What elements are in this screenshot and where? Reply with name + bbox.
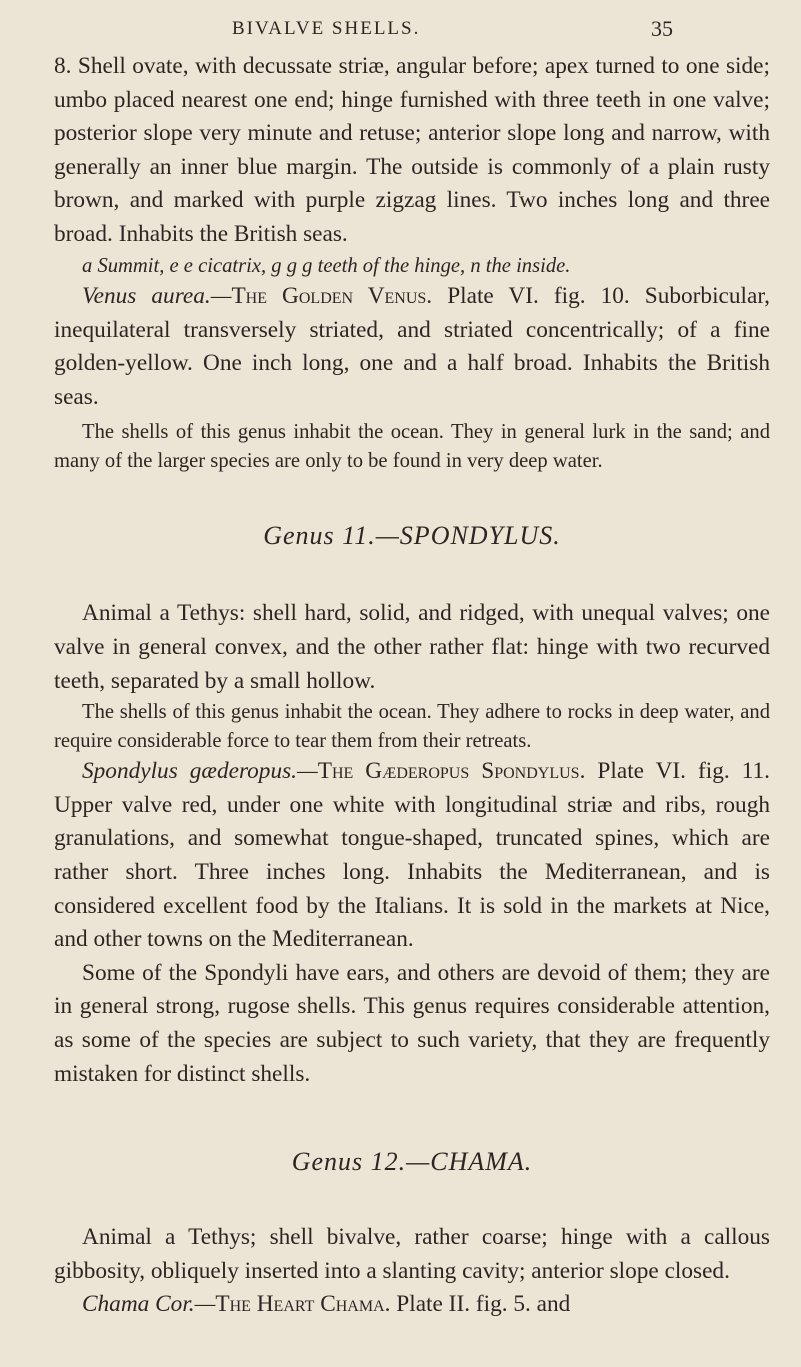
genus-12-heading [54,1147,770,1177]
venus-aurea-description: Plate VI. fig. 10. Suborbicular, inequilateral transversely striated, and striated concentrically; of a fine golden-yellow. One inch long, one and a half broad. Inhabits the British seas. [54,283,770,410]
spondyli-remarks: Some of the Spondyli have ears, and others are devoid of them; they are in general strong, rugose shells. This genus requires considerable attention, as some of the species are subject to such variety, that they are frequently mistaken for distinct shells. [54,959,770,1087]
genus-11-heading-text: Genus 11.—SPONDYLUS. [263,521,561,551]
chama-cor-common-name: The Heart Chama. [215,1291,391,1318]
venus-aurea-common-name: The Golden Venus. [231,283,433,310]
spondylus-gaederopus-common-name: The Gæderopus Spondylus. [317,758,586,785]
genus-11-heading [54,521,770,551]
genus-12-heading-text: Genus 12.—CHAMA. [291,1147,533,1177]
chama-cor-name: Chama Cor.— [82,1291,216,1318]
chama-definition: Animal a Tethys; shell bivalve, rather coarse; hinge with a callous gibbosity, obliquely inserted into a slanting cavity; anterior slope closed. [54,1224,770,1284]
venus-aurea-entry [54,280,770,414]
page-body [54,50,770,1322]
venus-genus-note: The shells of this genus inhabit the ocean. They in general lurk in the sand; and many of the larger species are only to be found in very deep water. [54,421,770,472]
page-number: 35 [651,16,673,41]
venus-species-8-description: 8. Shell ovate, with decussate striæ, angular before; apex turned to one side; umbo placed nearest one end; hinge furnished with three teeth in one valve; posterior slope very minute and retuse; anterior slope long and narrow, with generally an inner blue margin. The outside is commonly of a plain rusty brown, and marked with purple zigzag lines. Two inches long and three broad. Inhabits the British seas. [54,53,770,247]
running-title: BIVALVE SHELLS. [232,18,421,39]
venus-aurea-name: Venus aurea.— [82,283,232,310]
figure-key-text: a Summit, e e cicatrix, g g g teeth of the hinge, n the inside. [82,254,571,277]
spondylus-gaederopus-entry [54,755,770,957]
spondylus-gaederopus-name: Spondylus gæderopus.— [82,758,318,785]
spondylus-gaederopus-description: Plate VI. fig. 11. Upper valve red, under one white with longitudinal striæ and ribs, rough granulations, and somewhat tongue-shaped, truncated spines, which are rather short. Three inches long. Inhabits the Mediterranean, and is considered excellent food by the Italians. It is sold in the markets at Nice, and other towns on the Mediterranean. [54,758,770,953]
chama-cor-description: Plate II. fig. 5. and [390,1291,571,1318]
chama-cor-entry [54,1288,770,1322]
page-header [0,12,801,46]
figure-key [54,252,770,281]
spondylus-habitat-note: The shells of this genus inhabit the ocean. They adhere to rocks in deep water, and require considerable force to tear them from their retreats. [54,701,770,752]
spondylus-definition: Animal a Tethys: shell hard, solid, and ridged, with unequal valves; one valve in general convex, and the other rather flat: hinge with two recurved teeth, separated by a small hollow. [54,600,770,694]
